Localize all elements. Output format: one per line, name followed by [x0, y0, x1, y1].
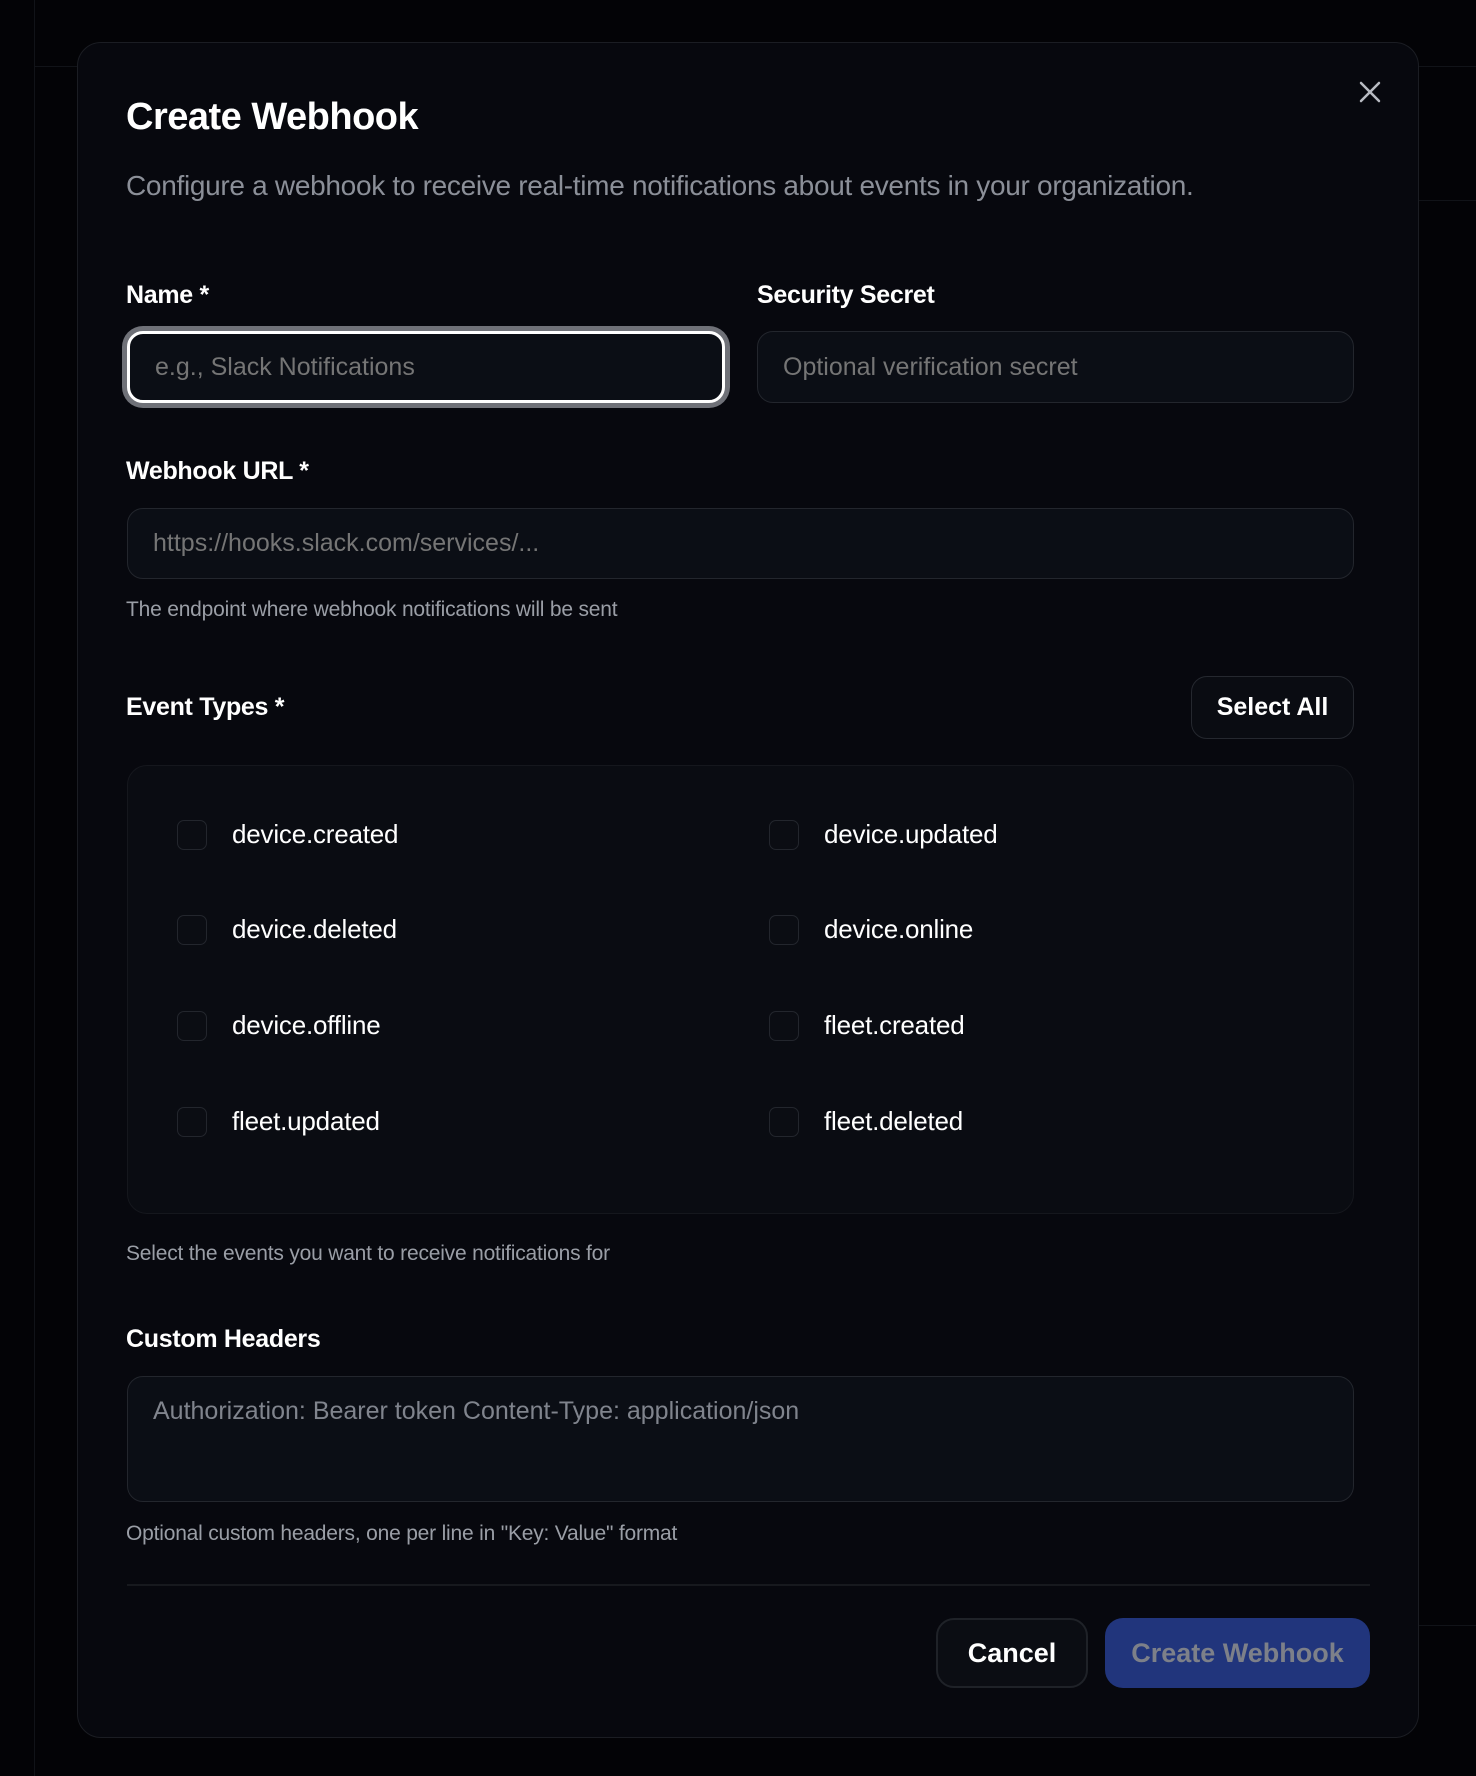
event-checkbox-device-online[interactable]	[769, 914, 973, 945]
event-label: device.deleted	[232, 914, 397, 944]
security-secret-input[interactable]	[757, 331, 1354, 403]
background-line	[1419, 1625, 1476, 1626]
checkbox[interactable]	[177, 915, 207, 945]
security-secret-label: Security Secret	[757, 281, 935, 309]
event-label: device.offline	[232, 1010, 381, 1040]
name-label: Name *	[126, 281, 209, 309]
webhook-url-input[interactable]	[127, 508, 1354, 579]
checkbox[interactable]	[769, 820, 799, 850]
event-checkbox-fleet-updated[interactable]	[177, 1106, 380, 1137]
footer-divider	[127, 1584, 1370, 1586]
event-types-help: Select the events you want to receive notifications for	[126, 1242, 610, 1265]
dialog-subtitle: Configure a webhook to receive real-time notifications about events in your organization.	[126, 170, 1194, 201]
checkbox[interactable]	[769, 915, 799, 945]
event-checkbox-fleet-created[interactable]	[769, 1010, 965, 1041]
event-checkbox-device-created[interactable]	[177, 819, 398, 850]
event-checkbox-device-offline[interactable]	[177, 1010, 381, 1041]
event-checkbox-device-updated[interactable]	[769, 819, 998, 850]
event-checkbox-fleet-deleted[interactable]	[769, 1106, 963, 1137]
checkbox[interactable]	[177, 1107, 207, 1137]
close-icon[interactable]	[1356, 78, 1384, 106]
event-checkbox-device-deleted[interactable]	[177, 914, 397, 945]
event-label: fleet.updated	[232, 1106, 380, 1136]
cancel-button[interactable]: Cancel	[936, 1618, 1088, 1688]
event-label: fleet.created	[824, 1010, 965, 1040]
background-line	[1419, 200, 1476, 201]
webhook-url-label: Webhook URL *	[126, 457, 309, 485]
event-label: fleet.deleted	[824, 1106, 964, 1136]
name-input[interactable]	[127, 331, 725, 403]
custom-headers-help: Optional custom headers, one per line in "Key: Value" format	[126, 1522, 678, 1545]
event-label: device.created	[232, 819, 399, 849]
webhook-url-help: The endpoint where webhook notifications will be sent	[126, 598, 618, 621]
background-line	[34, 0, 35, 1776]
checkbox[interactable]	[177, 820, 207, 850]
event-label: device.updated	[824, 819, 998, 849]
custom-headers-label: Custom Headers	[126, 1325, 321, 1353]
event-label: device.online	[824, 914, 974, 944]
custom-headers-textarea[interactable]: Authorization: Bearer token Content-Type: application/json	[127, 1376, 1354, 1502]
select-all-button[interactable]: Select All	[1191, 676, 1354, 739]
checkbox[interactable]	[177, 1011, 207, 1041]
checkbox[interactable]	[769, 1107, 799, 1137]
dialog-title: Create Webhook	[126, 96, 419, 138]
create-webhook-button[interactable]: Create Webhook	[1105, 1618, 1370, 1688]
event-types-label: Event Types *	[126, 693, 285, 721]
checkbox[interactable]	[769, 1011, 799, 1041]
